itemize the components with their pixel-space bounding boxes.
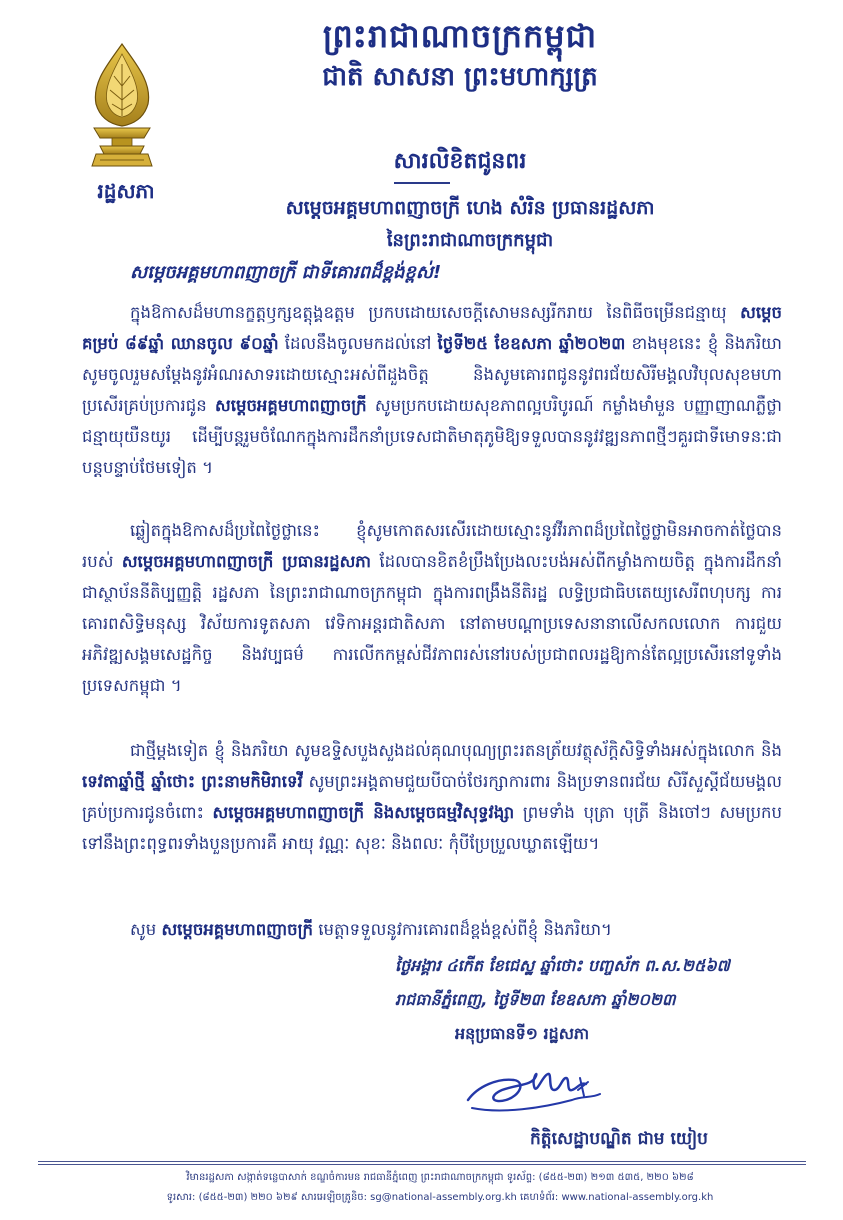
p3-text-c: សូមព្រះអង្គតាមជួយបីបាច់ថែរក្សាការពារ និងប្រទានពរជ័យ សិរីសួស្តីជ័យមង្គលគ្រប់ប្រការជូនចំពោះ: [82, 772, 782, 822]
closing-text-a: សូម: [130, 920, 162, 939]
body-paragraph-1: [82, 297, 782, 483]
p2-text-a: ឆ្លៀតក្នុងឱកាសដ៏ប្រពៃថ្ងៃថ្លានេះ ខ្ញុំសូមកោតសរសើរដោយស្មោះនូវវីរភាពដ៏ប្រពៃថ្លៃថ្លាមិនអាចកាត់ថ្លៃបានរបស់: [82, 521, 782, 571]
footer-divider: [38, 1161, 806, 1162]
p3-text-e: ព្រមទាំង បុត្រា បុត្រី និងចៅៗ សមប្រកបទៅនឹងព្រះពុទ្ធពរទាំងបួនប្រការគឺ អាយុ វណ្ណៈ សុខៈ និងពលៈ កុំបីប្រែប្រួលឃ្លាតឡើយ។: [82, 803, 782, 853]
p1-emphasis-age: សម្តេច គម្រប់ ៨៩ឆ្នាំ ឈានចូល ៩០ឆ្នាំ: [82, 303, 783, 353]
kingdom-title: ព្រះរាជាណាចក្រកម្ពុជា: [322, 17, 598, 55]
place-and-date: រាជធានីភ្នំពេញ, ថ្ងៃទី២៣ ខែឧសភា ឆ្នាំ២០២៣: [395, 990, 676, 1009]
signer-title: អនុប្រធានទី១ រដ្ឋសភា: [455, 1024, 590, 1043]
p3-emphasis-deity: ទេវតាឆ្នាំថ្មី ឆ្នាំថោះ ព្រះនាមកិមិរាទេវី: [82, 772, 303, 791]
sender-line-1: សម្តេចអគ្គមហាពញាចក្រី ហេង សំរិន ប្រធានរដ្ឋសភា: [285, 197, 655, 219]
p1-emphasis-date: ថ្ងៃទី២៥ ខែឧសភា ឆ្នាំ២០២៣: [437, 334, 626, 353]
salutation: សម្តេចអគ្គមហាពញាចក្រី ជាទីគោរពដ៏ខ្ពង់ខ្ពស់!: [130, 262, 442, 283]
institution-label: រដ្ឋសភា: [97, 179, 155, 203]
p2-emphasis-title: សម្តេចអគ្គមហាពញាចក្រី ប្រធានរដ្ឋសភា: [121, 552, 372, 571]
p1-text-e: ខាងមុខនេះ ខ្ញុំ និងភរិយា សូមចូលរួមសម្តែងនូវអំណរសាទរដោយស្មោះអស់ពីដួងចិត្ត និងសូមគោរពជូននូវពរជ័យសិរីមង្គលវិបុលសុខមហាប្រសើរគ្រប់ប្រការជូន: [82, 334, 783, 415]
document-title: សារលិខិតជូនពរ: [393, 149, 527, 174]
footer-contact: ទូរសារ: (៨៥៥-២៣) ២២០ ៦២៩ សារអេឡិចត្រូនិច: sg@national-assembly.org.kh គេហទំព័រ: www.national-assembly.org.kh: [166, 1192, 714, 1203]
sender-line-2: នៃព្រះរាជាណាចក្រកម្ពុជា: [386, 230, 554, 251]
footer-address: វិមានរដ្ឋសភា សង្កាត់ទន្លេបាសាក់ ខណ្ឌចំការមន រាជធានីភ្នំពេញ ព្រះរាជាណាចក្រកម្ពុជា ទូរស័ព្ទ: (៨៥៥-២៣) ២១៣ ៥៣៥, ២២០ ៦២៨: [186, 1172, 694, 1183]
p1-text-a: ក្នុងឱកាសដ៏មហានក្ខត្តឫក្សឧត្តុង្គឧត្តម ប្រកបដោយសេចក្តីសោមនស្សរីករាយ នៃពិធីចម្រើនជន្មាយុ: [130, 303, 727, 322]
body-paragraph-2: [82, 515, 782, 701]
footer-divider-secondary: [38, 1164, 806, 1165]
p2-text-c: ដែលបានខិតខំប្រឹងប្រែងលះបង់អស់ពីកម្លាំងកាយចិត្ត ក្នុងការដឹកនាំជាស្ថាប័ននីតិប្បញ្ញត្តិ រដ្ឋសភា នៃព្រះរាជាណាចក្រកម្ពុជា ក្នុងការពង្រឹងនីតិរដ្ឋ លទ្ធិប្រជាធិបតេយ្យសេរីពហុបក្ស ការគោរពសិទ្ធិមនុស្ស វិស័យការទូតសភា វេទិកាអន្តរជាតិសភា នៅតាមបណ្តាប្រទេសនានាលើសកលលោក ការជួយអភិវឌ្ឍសង្គមសេដ្ឋកិច្ច និងវប្បធម៌ ការលើកកម្ពស់ជីវភាពរស់នៅរបស់ប្រជាពលរដ្ឋឱ្យកាន់តែល្អប្រសើរនៅទូទាំងប្រទេសកម្ពុជា ។: [82, 552, 782, 695]
lunar-date: ថ្ងៃអង្គារ ៤កើត ខែជេស្ឋ ឆ្នាំថោះ បញ្ចស័ក ព.ស.២៥៦៧: [395, 956, 730, 975]
closing-text-c: មេត្តាទទួលនូវការគោរពដ៏ខ្ពង់ខ្ពស់ពីខ្ញុំ និងភរិយា។: [312, 920, 612, 939]
p1-emphasis-title: សម្តេចអគ្គមហាពញាចក្រី: [215, 396, 367, 415]
p1-text-g: សូមប្រកបដោយសុខភាពល្អបរិបូរណ៍ កម្លាំងមាំមួន បញ្ញាញាណភ្លឺថ្លា ជន្មាយុយឺនយូរ ដើម្បីបន្តរួមចំណែកក្នុងការដឹកនាំប្រទេសជាតិមាតុភូមិឱ្យទទួលបាននូវវឌ្ឍនភាពថ្មីៗគួរជាទីមោទនៈជាបន្តបន្ទាប់ថែមទៀត ។: [82, 396, 782, 477]
p3-text-a: ជាថ្មីម្តងទៀត ខ្ញុំ និងភរិយា សូមឧទ្ទិសបួងសួងដល់គុណបុណ្យព្រះរតនត្រ័យវត្ថុស័ក្តិសិទ្ធិទាំងអស់ក្នុងលោក និង: [130, 741, 782, 760]
title-underline: [394, 182, 450, 184]
closing-emphasis: សម្តេចអគ្គមហាពញាចក្រី: [161, 920, 313, 939]
national-assembly-emblem-icon: [82, 42, 162, 170]
closing-line: [130, 920, 770, 944]
body-paragraph-3: [82, 735, 782, 859]
p1-text-c: ដែលនឹងចូលមកដល់នៅ: [278, 334, 438, 353]
signer-name: កិត្តិសេដ្ឋាបណ្ឌិត ជាម យៀប: [530, 1129, 708, 1149]
national-motto: ជាតិ សាសនា ព្រះមហាក្សត្រ: [322, 62, 598, 92]
p3-emphasis-titles: សម្តេចអគ្គមហាពញាចក្រី និងសម្តេចធម្មវិសុទ្ធវង្សា: [212, 803, 515, 822]
handwritten-signature-icon: [462, 1056, 612, 1126]
